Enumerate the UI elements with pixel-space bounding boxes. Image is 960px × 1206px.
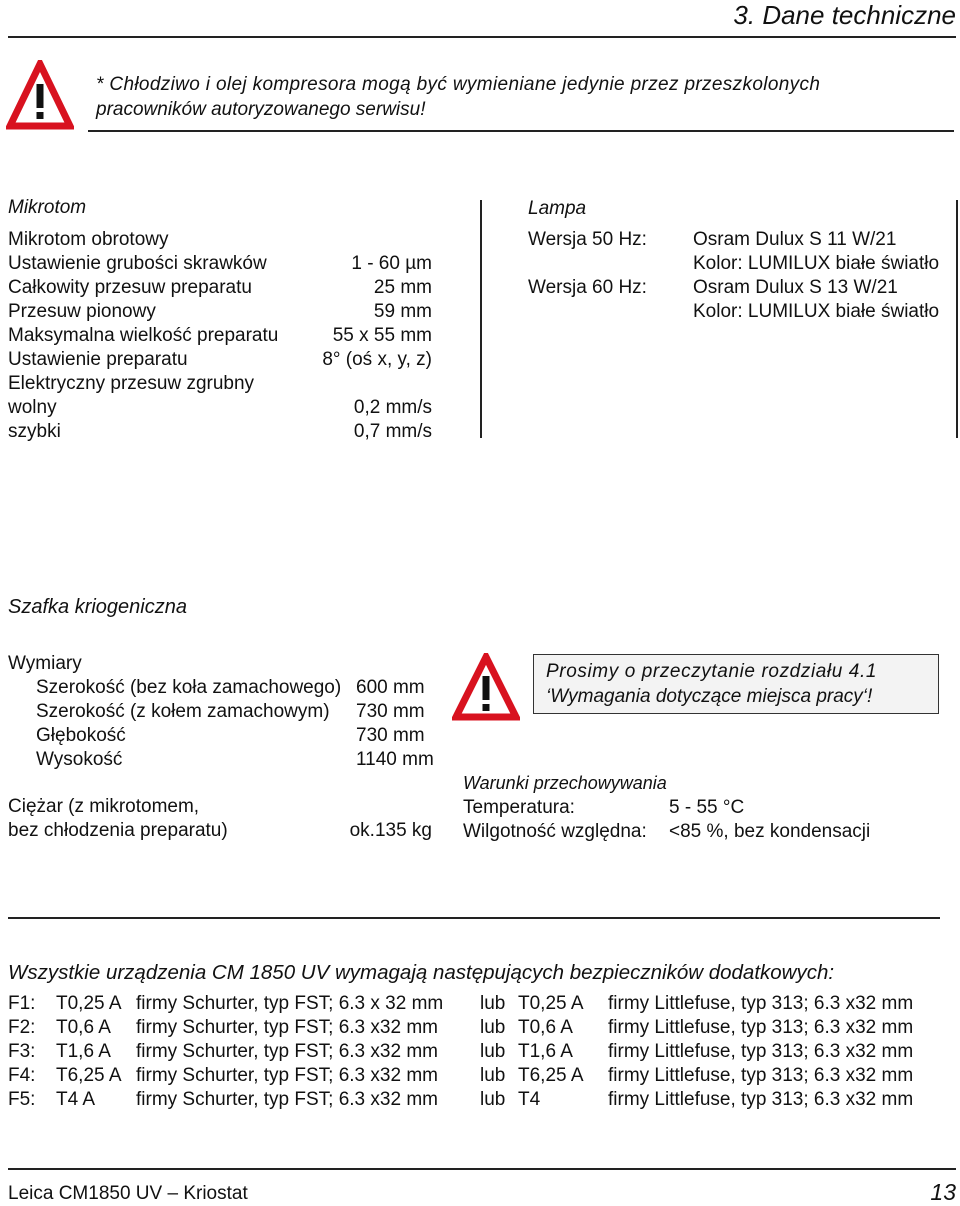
spec-row <box>8 324 432 348</box>
fuse-alt-description: firmy Littlefuse, typ 313; 6.3 x32 mm <box>608 1017 914 1038</box>
lamp-value: Kolor: LUMILUX białe światło <box>693 301 940 322</box>
dimension-label: Wysokość <box>36 749 123 770</box>
spec-row <box>8 372 432 396</box>
page-number: 13 <box>930 1179 956 1205</box>
dimension-value: 730 mm <box>356 701 425 722</box>
spec-label: wolny <box>8 397 57 418</box>
fuse-alt-description: firmy Littlefuse, typ 313; 6.3 x32 mm <box>608 993 914 1014</box>
top-notice-line-1: * Chłodziwo i olej kompresora mogą być wymieniane jedynie przez przeszkolonych <box>96 74 821 95</box>
fuse-id: F5: <box>8 1089 36 1110</box>
spec-label: Ustawienie grubości skrawków <box>8 253 267 274</box>
spec-label: Elektryczny przesuw zgrubny <box>8 373 255 394</box>
dimension-label: Głębokość <box>36 725 126 746</box>
mikrotom-table <box>8 228 432 444</box>
fuse-id: F4: <box>8 1065 36 1086</box>
warning-triangle-icon <box>6 60 74 132</box>
szafka-heading: Szafka kriogeniczna <box>8 596 187 618</box>
spec-label: Mikrotom obrotowy <box>8 229 169 250</box>
storage-label: Wilgotność względna: <box>463 821 647 842</box>
fuse-section-rule <box>8 917 940 919</box>
spec-label: Całkowity przesuw preparatu <box>8 277 252 298</box>
fuse-id: F2: <box>8 1017 36 1038</box>
fuse-alt-description: firmy Littlefuse, typ 313; 6.3 x32 mm <box>608 1065 914 1086</box>
spec-row <box>8 228 432 252</box>
fuse-alt-rating: T0,25 A <box>518 993 584 1014</box>
dimension-row <box>36 676 425 700</box>
warning-triangle-icon <box>452 653 520 723</box>
spec-value: 25 mm <box>373 277 432 298</box>
wymiary-label: Wymiary <box>8 653 82 674</box>
lamp-value: Osram Dulux S 11 W/21 <box>693 229 897 250</box>
lampa-heading: Lampa <box>528 198 587 219</box>
fuse-or: lub <box>480 1017 506 1038</box>
dimension-value: 600 mm <box>356 677 425 698</box>
spec-row <box>8 396 432 420</box>
spec-label: Maksymalna wielkość preparatu <box>8 325 279 346</box>
storage-value: 5 - 55 °C <box>669 797 745 818</box>
fuse-rating: T4 A <box>56 1089 96 1110</box>
fuse-alt-rating: T4 <box>518 1089 541 1110</box>
spec-label: Ustawienie preparatu <box>8 349 188 370</box>
fuse-rating: T1,6 A <box>56 1041 111 1062</box>
top-notice <box>96 72 936 122</box>
fuse-alt-description: firmy Littlefuse, typ 313; 6.3 x32 mm <box>608 1041 914 1062</box>
weight-value: ok.135 kg <box>349 820 432 841</box>
dimension-label: Szerokość (z kołem zamachowym) <box>36 701 330 722</box>
mikrotom-heading: Mikrotom <box>8 197 87 218</box>
notice-box-line-2: ‘Wymagania dotyczące miejsca pracy‘! <box>546 686 873 707</box>
fuse-description: firmy Schurter, typ FST; 6.3 x32 mm <box>136 1065 438 1086</box>
section-title: 3. Dane techniczne <box>733 0 956 30</box>
lamp-label: Wersja 60 Hz: <box>528 277 647 298</box>
spec-row <box>8 276 432 300</box>
fuse-or: lub <box>480 1041 506 1062</box>
footer-product-name: Leica CM1850 UV – Kriostat <box>8 1183 248 1204</box>
top-notice-line-2: pracowników autoryzowanego serwisu! <box>96 99 426 120</box>
footer-rule <box>8 1168 956 1170</box>
fuse-description: firmy Schurter, typ FST; 6.3 x 32 mm <box>136 993 444 1014</box>
fuse-description: firmy Schurter, typ FST; 6.3 x32 mm <box>136 1017 438 1038</box>
lamp-value: Kolor: LUMILUX białe światło <box>693 253 940 274</box>
storage-row <box>463 796 745 820</box>
dimension-row <box>36 700 425 724</box>
spec-value: 8° (oś x, y, z) <box>322 349 432 370</box>
storage-value: <85 %, bez kondensacji <box>669 821 871 842</box>
spec-value: 1 - 60 µm <box>351 253 432 274</box>
weight-label-line-2: bez chłodzenia preparatu) <box>8 820 228 841</box>
fuse-alt-description: firmy Littlefuse, typ 313; 6.3 x32 mm <box>608 1089 914 1110</box>
spec-label: szybki <box>8 421 61 442</box>
fuse-alt-rating: T1,6 A <box>518 1041 573 1062</box>
fuse-description: firmy Schurter, typ FST; 6.3 x32 mm <box>136 1041 438 1062</box>
fuse-alt-rating: T6,25 A <box>518 1065 584 1086</box>
dimension-row <box>36 748 434 772</box>
storage-row <box>463 820 871 844</box>
fuse-or: lub <box>480 1089 506 1110</box>
fuse-description: firmy Schurter, typ FST; 6.3 x32 mm <box>136 1089 438 1110</box>
spec-value: 55 x 55 mm <box>332 325 432 346</box>
right-edge-divider <box>956 200 958 438</box>
dimension-label: Szerokość (bez koła zamachowego) <box>36 677 342 698</box>
storage-heading: Warunki przechowywania <box>463 773 667 793</box>
notice-box <box>533 654 939 714</box>
dimension-row <box>36 724 425 748</box>
lamp-value: Osram Dulux S 13 W/21 <box>693 277 898 298</box>
spec-value: 0,2 mm/s <box>353 397 432 418</box>
fuse-or: lub <box>480 1065 506 1086</box>
fuse-rating: T0,25 A <box>56 993 122 1014</box>
spec-value: 59 mm <box>373 301 432 322</box>
dimension-value: 1140 mm <box>356 749 434 770</box>
fuse-or: lub <box>480 993 506 1014</box>
storage-label: Temperatura: <box>463 797 575 818</box>
spec-label: Przesuw pionowy <box>8 301 156 322</box>
header-rule <box>8 36 956 38</box>
spec-row <box>8 252 432 276</box>
spec-row <box>8 420 432 444</box>
fuse-id: F3: <box>8 1041 36 1062</box>
lamp-label: Wersja 50 Hz: <box>528 229 647 250</box>
fuse-alt-rating: T0,6 A <box>518 1017 573 1038</box>
fuses-heading: Wszystkie urządzenia CM 1850 UV wymagają następujących bezpieczników dodatkowych: <box>8 961 835 984</box>
fuse-rating: T6,25 A <box>56 1065 122 1086</box>
spec-row <box>8 348 432 372</box>
column-divider <box>480 200 482 438</box>
fuse-rating: T0,6 A <box>56 1017 111 1038</box>
notice-rule <box>88 130 954 132</box>
notice-box-line-1: Prosimy o przeczytanie rozdziału 4.1 <box>546 661 878 682</box>
weight-label-line-1: Ciężar (z mikrotomem, <box>8 796 200 817</box>
spec-value: 0,7 mm/s <box>353 421 432 442</box>
dimension-value: 730 mm <box>356 725 425 746</box>
spec-row <box>8 300 432 324</box>
fuse-id: F1: <box>8 993 36 1014</box>
